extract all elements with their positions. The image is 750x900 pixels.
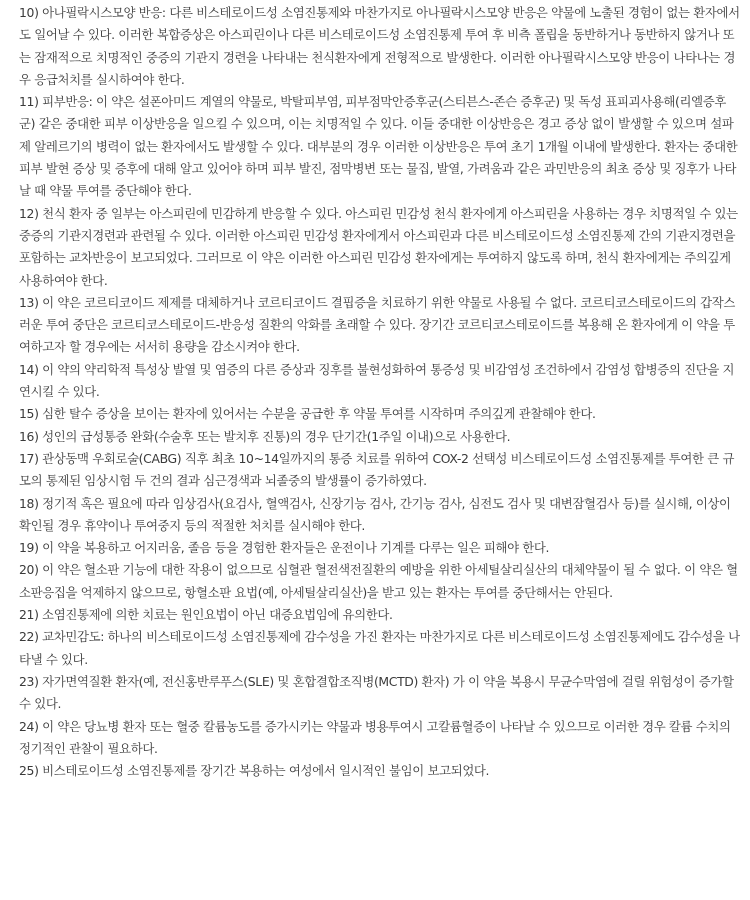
precaution-item-24: 24) 이 약은 당뇨병 환자 또는 혈중 칼륨농도를 증가시키는 약물과 병용투여시 고칼륨혈증이 나타날 수 있으므로 이러한 경우 칼륨 수치의 정기적인 관찰이 필요하다. (19, 718, 731, 756)
precaution-item-23: 23) 자가면역질환 환자(예, 전신홍반루푸스(SLE) 및 혼합결합조직병(MCTD) 환자) 가 이 약을 복용시 무균수막염에 걸릴 위험성이 증가할 수 있다. (19, 673, 734, 712)
precaution-item-10: 10) 아나필락시스모양 반응: 다른 비스테로이드성 소염진통제와 마찬가지로 아나필락시스모양 반응은 약물에 노출된 경험이 없는 환자에서도 일어날 수 있다. 이러한 복합증상은 아스피린이나 다른 비스테로이드성 소염진통제 투여 후 비측 폴립을 동반하거나 동반하지 않거나 또는 잠재적으로 치명적인 중증의 기관지 경련을 나타내는 천식환자에게 전형적으로 발생한다. 이러한 아나필락시스모양 반응이 나타나는 경우 응급처치를 실시하여야 한다. (19, 5, 740, 87)
precaution-item-20: 20) 이 약은 혈소판 기능에 대한 작용이 없으므로 심혈관 혈전색전질환의 예방을 위한 아세틸살리실산의 대체약물이 될 수 없다. 이 약은 혈소판응집을 억제하지 않으므로, 항혈소판 요법(예, 아세틸살리실산)을 받고 있는 환자는 투여를 중단해서는 안된다. (19, 562, 738, 600)
precaution-item-15: 15) 심한 탈수 증상을 보이는 환자에 있어서는 수분을 공급한 후 약물 투여를 시작하며 주의깊게 관찰해야 한다. (19, 406, 596, 422)
precaution-item-25: 25) 비스테로이드성 소염진통제를 장기간 복용하는 여성에서 일시적인 불임이 보고되었다. (19, 763, 490, 779)
precaution-item-19: 19) 이 약을 복용하고 어지러움, 졸음 등을 경험한 환자들은 운전이나 기계를 다루는 일은 피해야 한다. (19, 540, 550, 556)
precaution-item-17: 17) 관상동맥 우회로술(CABG) 직후 최초 10~14일까지의 통증 치료를 위하여 COX-2 선택성 비스테로이드성 소염진통제를 투여한 큰 규모의 통제된 임상시험 두 건의 결과 심근경색과 뇌졸중의 발생률이 증가하였다. (19, 450, 735, 489)
precaution-item-13: 13) 이 약은 코르티코이드 제제를 대체하거나 코르티코이드 결핍증을 치료하기 위한 약물로 사용될 수 없다. 코르티코스테로이드의 갑작스러운 투여 중단은 코르티코스테로이드-반응성 질환의 악화를 초래할 수 있다. 장기간 코르티코스테로이드를 복용해 온 환자에게 이 약을 투여하고자 할 경우에는 서서히 용량을 감소시켜야 한다. (19, 294, 736, 355)
precaution-item-11: 11) 피부반응: 이 약은 설폰아미드 계열의 약물로, 박탈피부염, 피부점막안증후군(스티븐스-존슨 증후군) 및 독성 표피괴사용해(리엘증후군) 같은 중대한 피부 이상반응을 일으킬 수 있으며, 이는 치명적일 수 있다. 이들 중대한 이상반응은 경고 증상 없이 발생할 수 있으며 설파제 알레르기의 병력이 없는 환자에서도 발생할 수 있다. 대부분의 경우 이러한 이상반응은 투여 초기 1개월 이내에 발생한다. 환자는 중대한 피부 발현 증상 및 증후에 대해 알고 있어야 하며 피부 발진, 점막병변 또는 물집, 발열, 가려움과 같은 과민반응의 최초 증상 및 징후가 나타날 때 약물 투여를 중단해야 한다. (19, 94, 738, 199)
precaution-item-14: 14) 이 약의 약리학적 특성상 발열 및 염증의 다른 증상과 징후를 불현성화하여 통증성 및 비감염성 조건하에서 감염성 합병증의 진단을 지연시킬 수 있다. (19, 361, 735, 400)
precautions-document (19, 2, 742, 782)
precaution-item-12: 12) 천식 환자 중 일부는 아스피린에 민감하게 반응할 수 있다. 아스피린 민감성 천식 환자에게 아스피린을 사용하는 경우 치명적일 수 있는 중증의 기관지경련과 관련될 수 있다. 이러한 아스피린 민감성 환자에게서 아스피린과 다른 비스테로이드성 소염진통제 간의 기관지경련을 포함하는 교차반응이 보고되었다. 그러므로 이 약은 이러한 아스피린 민감성 환자에게는 투여하지 않도록 하며, 천식 환자에게는 주의깊게 사용하여야 한다. (19, 205, 738, 288)
precaution-item-21: 21) 소염진통제에 의한 치료는 원인요법이 아닌 대증요법임에 유의한다. (19, 607, 393, 623)
precaution-item-22: 22) 교차민감도: 하나의 비스테로이드성 소염진통제에 감수성을 가진 환자는 마찬가지로 다른 비스테로이드성 소염진통제에도 감수성을 나타낼 수 있다. (19, 629, 740, 667)
precaution-item-18: 18) 정기적 혹은 필요에 따라 임상검사(요검사, 혈액검사, 신장기능 검사, 간기능 검사, 심전도 검사 및 대변잠혈검사 등)를 실시해, 이상이 확인될 경우 휴약이나 투여중지 등의 적절한 처치를 실시해야 한다. (19, 495, 731, 533)
precaution-item-16: 16) 성인의 급성통증 완화(수술후 또는 발치후 진통)의 경우 단기간(1주일 이내)으로 사용한다. (19, 428, 511, 444)
